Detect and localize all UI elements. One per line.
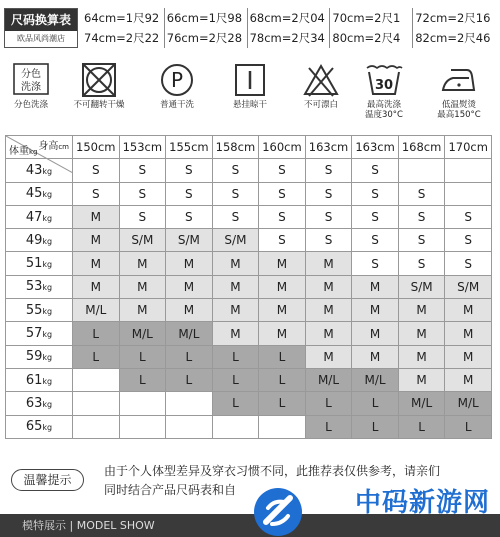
weight-cell: 51kg: [6, 252, 73, 275]
size-cell: L: [212, 392, 259, 415]
table-row: [6, 322, 492, 345]
tip-line: 同时结合产品尺码表和自: [104, 483, 237, 497]
size-cell: S: [305, 229, 352, 252]
size-cell: M: [305, 322, 352, 345]
corner-height-label: 身高cm: [38, 141, 69, 152]
size-cell: M: [398, 345, 445, 368]
weight-cell: 45kg: [6, 182, 73, 205]
conversion-grid: [82, 8, 496, 48]
conversion-header: [4, 8, 496, 48]
size-cell: M/L: [166, 322, 213, 345]
table-row: [6, 182, 492, 205]
size-cell: S: [259, 205, 306, 228]
svg-text:30: 30: [374, 78, 394, 93]
conversion-cell: 66cm=1尺98: [165, 8, 248, 28]
size-cell: S: [119, 205, 166, 228]
weight-cell: 53kg: [6, 275, 73, 298]
size-cell: L: [398, 415, 445, 438]
weight-cell: 57kg: [6, 322, 73, 345]
size-cell: S: [212, 182, 259, 205]
height-header: 153cm: [119, 136, 166, 159]
no-bleach-icon: [301, 62, 341, 98]
table-row: [6, 229, 492, 252]
height-header: 158cm: [212, 136, 259, 159]
size-cell: L: [119, 345, 166, 368]
size-cell: M/L: [119, 322, 166, 345]
weight-cell: 47kg: [6, 205, 73, 228]
size-cell: M: [212, 322, 259, 345]
tip-line: 由于个人体型差异及穿衣习惯不同，此推荐表仅供参考，请亲们: [104, 464, 441, 478]
size-cell: L: [259, 368, 306, 391]
watermark-text: 中码新游网: [354, 488, 490, 518]
size-cell: S: [166, 182, 213, 205]
size-cell: S: [305, 182, 352, 205]
care-hang-dry: [219, 62, 281, 110]
size-cell: M: [166, 275, 213, 298]
conversion-subtitle: 欧品风尚潮店: [17, 34, 65, 43]
size-cell: S: [352, 159, 399, 182]
table-row: [6, 415, 492, 438]
size-cell: M: [305, 275, 352, 298]
care-dry-clean: [146, 62, 208, 110]
size-cell: L: [73, 322, 120, 345]
size-cell: M: [73, 252, 120, 275]
table-row: [6, 252, 492, 275]
size-recommendation-table: [5, 135, 492, 439]
size-cell: M/L: [352, 368, 399, 391]
size-cell: L: [119, 368, 166, 391]
size-cell: M/L: [73, 299, 120, 322]
conversion-cell: 82cm=2尺46: [415, 31, 491, 45]
size-cell: S: [398, 182, 445, 205]
size-cell: [166, 415, 213, 438]
size-cell: M: [259, 252, 306, 275]
weight-cell: 65kg: [6, 415, 73, 438]
height-header: 170cm: [445, 136, 492, 159]
watermark-logo-icon: [252, 486, 304, 537]
conversion-cell: 74cm=2尺22: [82, 28, 165, 48]
size-cell: M: [352, 322, 399, 345]
weight-cell: 49kg: [6, 229, 73, 252]
size-cell: L: [305, 392, 352, 415]
conversion-cell: 76cm=2尺28: [165, 28, 248, 48]
size-cell: M: [119, 252, 166, 275]
table-row: [6, 299, 492, 322]
tip-label: 温馨提示: [11, 469, 84, 491]
size-cell: [445, 182, 492, 205]
care-iron: [428, 62, 490, 120]
size-cell: S: [73, 159, 120, 182]
svg-text:洗涤: 洗涤: [21, 82, 41, 93]
size-cell: S/M: [166, 229, 213, 252]
table-row: [6, 275, 492, 298]
size-cell: L: [352, 415, 399, 438]
table-row: [6, 159, 492, 182]
size-cell: S: [398, 229, 445, 252]
size-cell: S: [445, 205, 492, 228]
size-cell: L: [445, 415, 492, 438]
size-cell: M: [398, 368, 445, 391]
size-cell: S: [166, 205, 213, 228]
size-cell: S/M: [445, 275, 492, 298]
size-cell: M/L: [398, 392, 445, 415]
size-cell: S/M: [119, 229, 166, 252]
care-label: 悬挂晾干: [232, 100, 267, 110]
size-cell: [119, 392, 166, 415]
weight-cell: 59kg: [6, 345, 73, 368]
size-cell: M: [119, 299, 166, 322]
size-cell: L: [305, 415, 352, 438]
height-header: 155cm: [166, 136, 213, 159]
size-cell: S: [305, 159, 352, 182]
size-cell: L: [259, 392, 306, 415]
size-cell: L: [166, 368, 213, 391]
size-cell: M: [73, 275, 120, 298]
conversion-cell: 80cm=2尺4: [330, 28, 413, 48]
care-label: 普通干洗: [159, 100, 194, 110]
height-header: 168cm: [398, 136, 445, 159]
table-row: [6, 368, 492, 391]
size-cell: [212, 415, 259, 438]
table-body: [6, 159, 492, 439]
size-cell: M: [259, 275, 306, 298]
corner-weight-label: 体重kg: [9, 146, 38, 158]
size-cell: S: [259, 159, 306, 182]
height-header: 160cm: [259, 136, 306, 159]
size-cell: S: [398, 252, 445, 275]
svg-text:P: P: [170, 68, 184, 92]
separate-wash-icon: [11, 62, 51, 98]
size-cell: S: [73, 182, 120, 205]
size-cell: S: [212, 205, 259, 228]
size-cell: S: [445, 252, 492, 275]
size-cell: L: [259, 345, 306, 368]
conversion-title-box: [4, 8, 78, 48]
table-row: [6, 392, 492, 415]
size-cell: M: [352, 299, 399, 322]
size-cell: L: [166, 345, 213, 368]
size-cell: M: [259, 299, 306, 322]
conversion-cell: 64cm=1尺92: [82, 8, 165, 28]
size-cell: S: [212, 159, 259, 182]
size-cell: [73, 368, 120, 391]
iron-icon: [439, 62, 479, 98]
size-cell: S: [119, 182, 166, 205]
size-cell: S: [398, 205, 445, 228]
size-cell: L: [212, 345, 259, 368]
dry-clean-icon: [157, 62, 197, 98]
care-separate-wash: [0, 62, 62, 110]
weight-cell: 61kg: [6, 368, 73, 391]
size-cell: M: [305, 299, 352, 322]
size-cell: M: [259, 322, 306, 345]
size-cell: M/L: [445, 392, 492, 415]
weight-cell: 63kg: [6, 392, 73, 415]
table-header-row: [6, 136, 492, 159]
conversion-cell: 72cm=2尺16: [415, 11, 491, 25]
size-cell: [166, 392, 213, 415]
size-cell: S: [259, 182, 306, 205]
size-cell: [398, 159, 445, 182]
weight-cell: 55kg: [6, 299, 73, 322]
size-cell: M: [445, 299, 492, 322]
size-cell: M: [445, 345, 492, 368]
size-cell: M: [305, 252, 352, 275]
size-cell: M: [398, 322, 445, 345]
size-cell: S: [352, 182, 399, 205]
hang-dry-icon: [230, 62, 270, 98]
size-cell: M: [212, 299, 259, 322]
care-label: 最高洗涤 温度30°C: [364, 100, 403, 120]
wash-30-icon: [364, 62, 404, 98]
size-cell: M: [305, 345, 352, 368]
care-no-bleach: [290, 62, 352, 110]
care-label: 不可翻转干燥: [73, 100, 125, 110]
size-cell: M: [119, 275, 166, 298]
size-cell: S: [166, 159, 213, 182]
conversion-title: 尺码换算表: [5, 9, 77, 31]
height-header: 163cm: [352, 136, 399, 159]
size-cell: S: [305, 205, 352, 228]
size-cell: M: [212, 252, 259, 275]
size-cell: M: [166, 252, 213, 275]
size-cell: M/L: [305, 368, 352, 391]
size-cell: M: [166, 299, 213, 322]
size-cell: M: [352, 345, 399, 368]
size-cell: S: [352, 205, 399, 228]
size-cell: S: [445, 229, 492, 252]
size-cell: M: [445, 322, 492, 345]
table-corner-cell: [6, 136, 73, 159]
size-cell: M: [212, 275, 259, 298]
care-instructions: [0, 62, 500, 122]
size-cell: S: [352, 252, 399, 275]
size-cell: L: [352, 392, 399, 415]
size-cell: S: [352, 229, 399, 252]
size-cell: [445, 159, 492, 182]
no-tumble-dry-icon: [79, 62, 119, 98]
care-wash-30: [353, 62, 415, 120]
conversion-cell: 78cm=2尺34: [248, 28, 331, 48]
size-cell: M: [398, 299, 445, 322]
weight-cell: 43kg: [6, 159, 73, 182]
size-cell: [259, 415, 306, 438]
size-cell: S: [119, 159, 166, 182]
size-cell: [73, 392, 120, 415]
care-label: 低温熨烫 最高150°C: [437, 100, 481, 120]
size-cell: S: [259, 229, 306, 252]
size-cell: [73, 415, 120, 438]
care-label: 不可漂白: [303, 100, 338, 110]
table-row: [6, 345, 492, 368]
size-cell: [119, 415, 166, 438]
size-cell: S/M: [212, 229, 259, 252]
footer-text: 模特展示 | MODEL SHOW: [22, 519, 155, 532]
care-label: 分色洗涤: [13, 100, 48, 110]
size-cell: M: [352, 275, 399, 298]
care-no-tumble-dry: [68, 62, 130, 110]
size-cell: M: [445, 368, 492, 391]
height-header: 150cm: [73, 136, 120, 159]
height-header: 163cm: [305, 136, 352, 159]
conversion-cell: 70cm=2尺1: [330, 8, 413, 28]
size-cell: S/M: [398, 275, 445, 298]
conversion-cell: 68cm=2尺04: [248, 8, 331, 28]
size-cell: M: [73, 229, 120, 252]
size-cell: M: [73, 205, 120, 228]
svg-text:分色: 分色: [21, 69, 41, 80]
size-cell: L: [212, 368, 259, 391]
table-row: [6, 205, 492, 228]
size-cell: L: [73, 345, 120, 368]
